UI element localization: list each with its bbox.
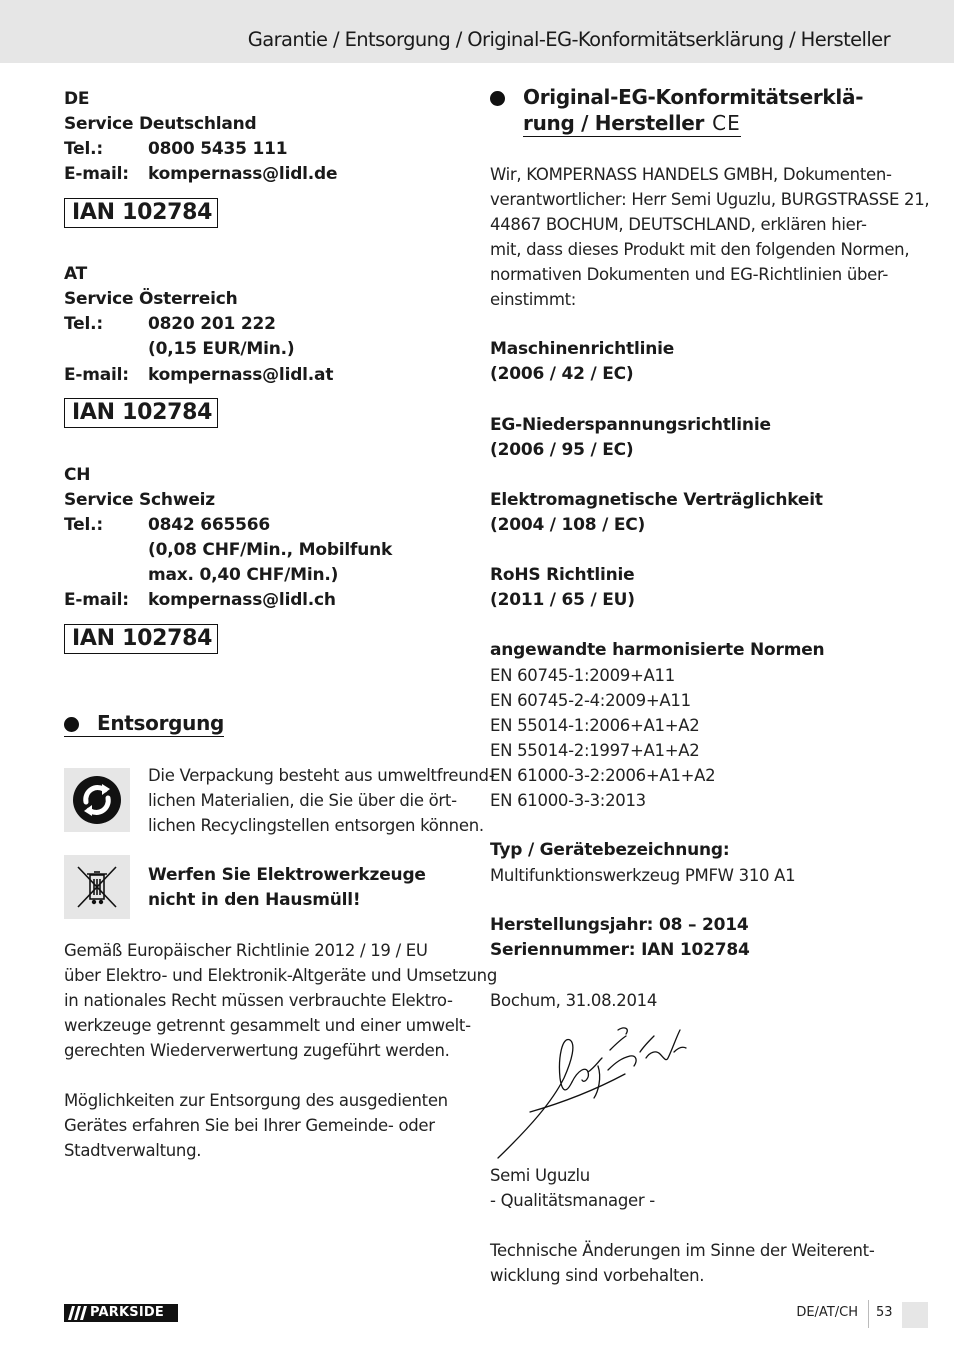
disposal-para1-line2: über Elektro- und Elektronik-Altgeräte und Umsetzung — [64, 966, 498, 985]
conformity-intro-5: normativen Dokumenten und EG-Richtlinien über- — [490, 265, 889, 284]
conformity-intro-6: einstimmt: — [490, 290, 577, 309]
parkside-logo — [64, 1304, 178, 1322]
tel-label: Tel.: — [64, 139, 103, 159]
serial-number: Seriennummer: IAN 102784 — [490, 940, 750, 960]
directive-code: (2004 / 108 / EC) — [490, 515, 646, 535]
recycle-text-2: lichen Materialien, die Sie über die ört- — [148, 791, 457, 810]
service-ch-email-row — [64, 588, 336, 613]
service-de-tel-row — [64, 137, 287, 162]
signature-icon — [490, 1022, 700, 1164]
norm-item: EN 60745-2-4:2009+A11 — [490, 691, 691, 710]
service-at-ian-box: IAN 102784 — [64, 398, 218, 428]
norm-item: EN 55014-1:2006+A1+A2 — [490, 716, 700, 735]
norm-item: EN 60745-1:2009+A11 — [490, 666, 675, 685]
tel-label: Tel.: — [64, 515, 103, 535]
disposal-para1-line3: in nationales Recht müssen verbrauchte Elektro- — [64, 991, 453, 1010]
service-ch-tel: 0842 665566 — [148, 515, 271, 535]
disposal-para2-line2: Gerätes erfahren Sie bei Ihrer Gemeinde- oder — [64, 1116, 435, 1135]
type-label: Typ / Gerätebezeichnung: — [490, 840, 730, 860]
service-at-tel: 0820 201 222 — [148, 314, 276, 334]
conformity-intro-3: 44867 BOCHUM, DEUTSCHLAND, erklären hier- — [490, 215, 867, 234]
logo-text: PARKSIDE — [90, 1305, 164, 1320]
disposal-para1-line1: Gemäß Europäischer Richtlinie 2012 / 19 / EU — [64, 941, 428, 960]
service-de-email-row — [64, 162, 337, 187]
directive-name: EG-Niederspannungsrichtlinie — [490, 415, 771, 435]
ce-mark-icon: CE — [712, 111, 741, 135]
directive-name: Elektromagnetische Verträglichkeit — [490, 490, 823, 510]
signer-role: - Qualitätsmanager - — [490, 1191, 655, 1210]
service-at-email-row — [64, 363, 333, 388]
norm-item: EN 61000-3-2:2006+A1+A2 — [490, 766, 716, 785]
crossed-bin-icon — [64, 855, 130, 919]
warning-text-1: Werfen Sie Elektrowerkzeuge — [148, 865, 426, 885]
conformity-heading-line2 — [523, 110, 741, 137]
recycle-text-1: Die Verpackung besteht aus umweltfreund- — [148, 766, 495, 785]
conformity-intro-4: mit, dass dieses Produkt mit den folgenden Normen, — [490, 240, 910, 259]
footer-divider — [868, 1300, 869, 1328]
place-date: Bochum, 31.08.2014 — [490, 991, 658, 1010]
service-ch-tel-row — [64, 513, 270, 538]
conformity-heading-text: rung / Hersteller — [523, 111, 705, 135]
warning-text-2: nicht in den Hausmüll! — [148, 890, 361, 910]
service-ch-country: CH — [64, 465, 91, 485]
conformity-intro-2: verantwortlicher: Herr Semi Uguzlu, BURGSTRASSE 21, — [490, 190, 930, 209]
disclaimer-2: wicklung sind vorbehalten. — [490, 1266, 705, 1285]
disposal-para1-line4: werkzeuge getrennt gesammelt und einer umwelt- — [64, 1016, 471, 1035]
service-de-ian-box: IAN 102784 — [64, 198, 218, 228]
service-ch-ian-box: IAN 102784 — [64, 624, 218, 654]
service-ch-email: kompernass@lidl.ch — [148, 590, 336, 610]
email-label: E-mail: — [64, 365, 129, 385]
norm-item: EN 61000-3-3:2013 — [490, 791, 646, 810]
directive-code: (2006 / 42 / EC) — [490, 364, 634, 384]
service-de-country: DE — [64, 89, 90, 109]
directive-name: Maschinenrichtlinie — [490, 339, 675, 359]
type-value: Multifunktionswerkzeug PMFW 310 A1 — [490, 866, 796, 885]
disclaimer-1: Technische Änderungen im Sinne der Weiterent- — [490, 1241, 875, 1260]
recycling-icon-svg — [64, 768, 130, 832]
page-number: 53 — [876, 1305, 893, 1320]
production-year: Herstellungsjahr: 08 – 2014 — [490, 915, 749, 935]
service-de-name: Service Deutschland — [64, 114, 257, 134]
email-label: E-mail: — [64, 590, 129, 610]
service-de-tel: 0800 5435 111 — [148, 139, 288, 159]
disposal-para2-line1: Möglichkeiten zur Entsorgung des ausgedienten — [64, 1091, 448, 1110]
directive-code: (2006 / 95 / EC) — [490, 440, 634, 460]
entsorgung-heading: Entsorgung — [64, 710, 224, 737]
recycle-text-3: lichen Recyclingstellen entsorgen können. — [148, 816, 484, 835]
norms-heading: angewandte harmonisierte Normen — [490, 640, 825, 660]
norm-item: EN 55014-2:1997+A1+A2 — [490, 741, 700, 760]
service-ch-tel-note-2: max. 0,40 CHF/Min.) — [148, 565, 339, 585]
service-de-email: kompernass@lidl.de — [148, 164, 338, 184]
service-at-email: kompernass@lidl.at — [148, 365, 334, 385]
service-at-name: Service Österreich — [64, 289, 238, 309]
footer-region: DE/AT/CH — [796, 1305, 858, 1320]
service-at-country: AT — [64, 264, 88, 284]
green-dot-recycling-icon — [64, 768, 130, 832]
tel-label: Tel.: — [64, 314, 103, 334]
conformity-intro-1: Wir, KOMPERNASS HANDELS GMBH, Dokumenten- — [490, 165, 892, 184]
footer-corner-box — [902, 1302, 928, 1328]
service-at-tel-row — [64, 312, 276, 337]
service-ch-tel-note-1: (0,08 CHF/Min., Mobilfunk — [148, 540, 393, 560]
directive-code: (2011 / 65 / EU) — [490, 590, 635, 610]
disposal-para1-line5: gerechten Wiederverwertung zugeführt werden. — [64, 1041, 450, 1060]
conformity-heading-line1: Original-EG-Konformitätserklä- — [523, 85, 864, 109]
disposal-para2-line3: Stadtverwaltung. — [64, 1141, 202, 1160]
page-title: Garantie / Entsorgung / Original-EG-Konformitätserklärung / Hersteller — [247, 28, 890, 51]
signer-name: Semi Uguzlu — [490, 1166, 590, 1185]
email-label: E-mail: — [64, 164, 129, 184]
logo-stripes-icon — [68, 1306, 88, 1320]
service-ch-name: Service Schweiz — [64, 490, 215, 510]
section-bullet — [490, 91, 505, 106]
service-at-tel-note: (0,15 EUR/Min.) — [148, 339, 295, 359]
bin-icon-svg — [64, 855, 130, 919]
directive-name: RoHS Richtlinie — [490, 565, 635, 585]
